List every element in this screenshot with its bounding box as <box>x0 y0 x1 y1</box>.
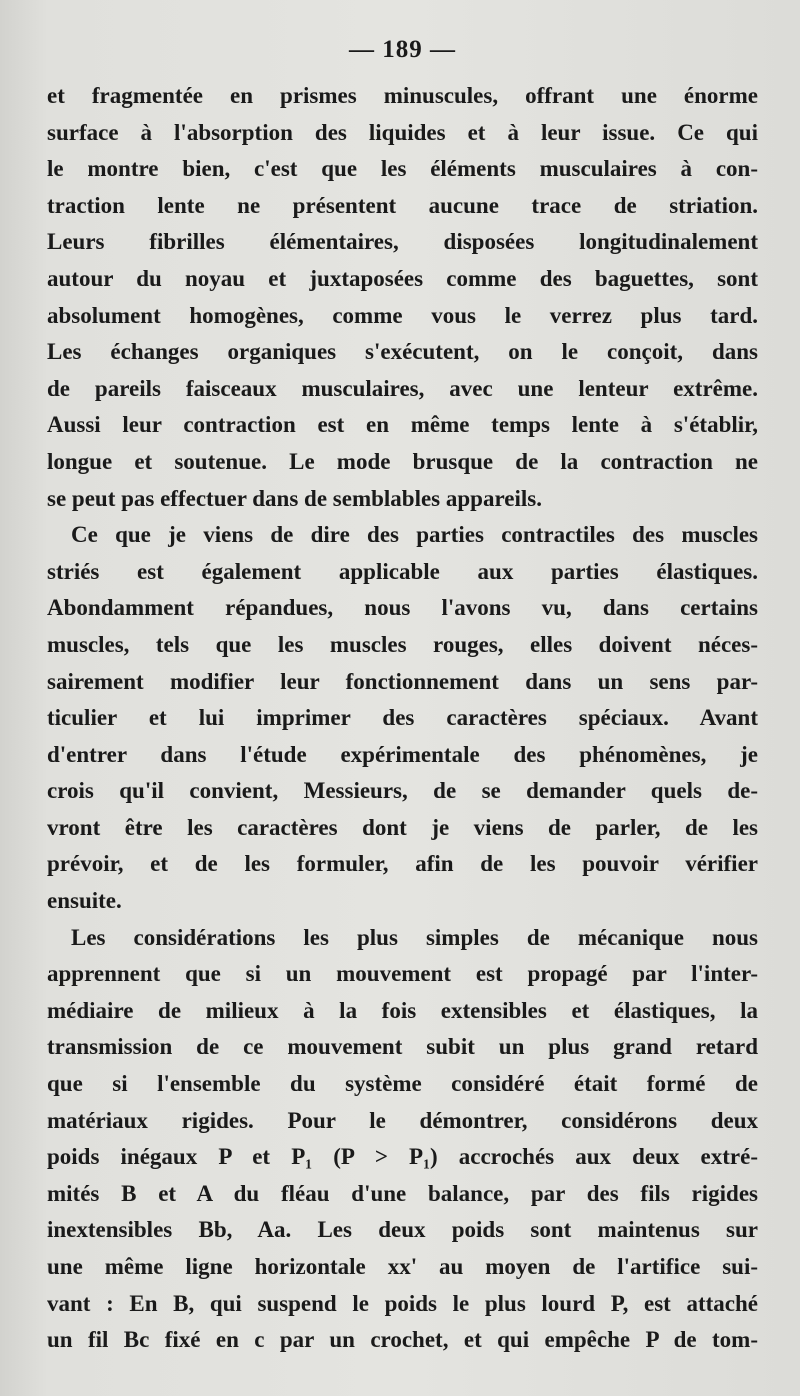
text-line: muscles, tels que les muscles rouges, elles doivent néces- <box>47 631 758 657</box>
text-line: Aussi leur contraction est en même temps lente à s'établir, <box>47 412 758 438</box>
text-line: d'entrer dans l'étude expérimentale des phénomènes, je <box>47 741 758 767</box>
text-line: Les considérations les plus simples de mécanique nous <box>71 924 758 950</box>
text-line: vant : En B, qui suspend le poids le plus lourd P, est attaché <box>47 1290 758 1316</box>
text-line: que si l'ensemble du système considéré était formé de <box>47 1071 758 1097</box>
text-line: longue et soutenue. Le mode brusque de la contraction ne <box>47 448 758 474</box>
text-line: Leurs fibrilles élémentaires, disposées longitudinalement <box>47 229 758 255</box>
text-line: Abondamment répandues, nous l'avons vu, dans certains <box>47 595 758 621</box>
text-line: striés est également applicable aux parties élastiques. <box>47 558 758 584</box>
paragraph-2 <box>47 517 758 920</box>
text-line: absolument homogènes, comme vous le verrez plus tard. <box>47 302 758 328</box>
text-line: de pareils faisceaux musculaires, avec une lenteur extrême. <box>47 375 758 401</box>
text-line: crois qu'il convient, Messieurs, de se demander quels de- <box>47 778 758 804</box>
text-line: transmission de ce mouvement subit un plus grand retard <box>47 1034 758 1060</box>
text-line: matériaux rigides. Pour le démontrer, considérons deux <box>47 1107 758 1133</box>
paragraph-3 <box>47 920 758 1359</box>
text-line: Les échanges organiques s'exécutent, on le conçoit, dans <box>47 339 758 365</box>
text-line: se peut pas effectuer dans de semblables appareils. <box>47 485 542 511</box>
text-line: prévoir, et de les formuler, afin de les pouvoir vérifier <box>47 851 758 877</box>
text-line: Ce que je viens de dire des parties contractiles des muscles <box>71 522 758 548</box>
text-line: médiaire de milieux à la fois extensibles et élastiques, la <box>47 997 758 1023</box>
text-line: mités B et A du fléau d'une balance, par des fils rigides <box>47 1180 758 1206</box>
text-line: un fil Bc fixé en c par un crochet, et qui empêche P de tom- <box>47 1327 758 1353</box>
text-line: autour du noyau et juxtaposées comme des baguettes, sont <box>47 265 758 291</box>
text-line: et fragmentée en prismes minuscules, offrant une énorme <box>47 83 758 108</box>
text-line: inextensibles Bb, Aa. Les deux poids sont maintenus sur <box>47 1217 758 1243</box>
text-line: une même ligne horizontale xx' au moyen de l'artifice sui- <box>47 1254 758 1279</box>
paragraph-1 <box>47 78 758 517</box>
text-line: le montre bien, c'est que les éléments musculaires à con- <box>47 156 758 182</box>
text-line: sairement modifier leur fonctionnement dans un sens par- <box>47 668 758 694</box>
text-line: apprennent que si un mouvement est propagé par l'inter- <box>47 961 758 987</box>
text-line: surface à l'absorption des liquides et à leur issue. Ce qui <box>47 119 758 145</box>
text-line: ticulier et lui imprimer des caractères spéciaux. Avant <box>47 705 758 731</box>
text-line: poids inégaux P et P₁ (P > P₁) accrochés aux deux extré- <box>47 1144 758 1170</box>
text-line: vront être les caractères dont je viens de parler, de les <box>47 814 758 840</box>
page-number: — 189 — <box>349 36 456 63</box>
text-line: ensuite. <box>47 888 122 914</box>
text-line: traction lente ne présentent aucune trace de striation. <box>47 192 758 218</box>
